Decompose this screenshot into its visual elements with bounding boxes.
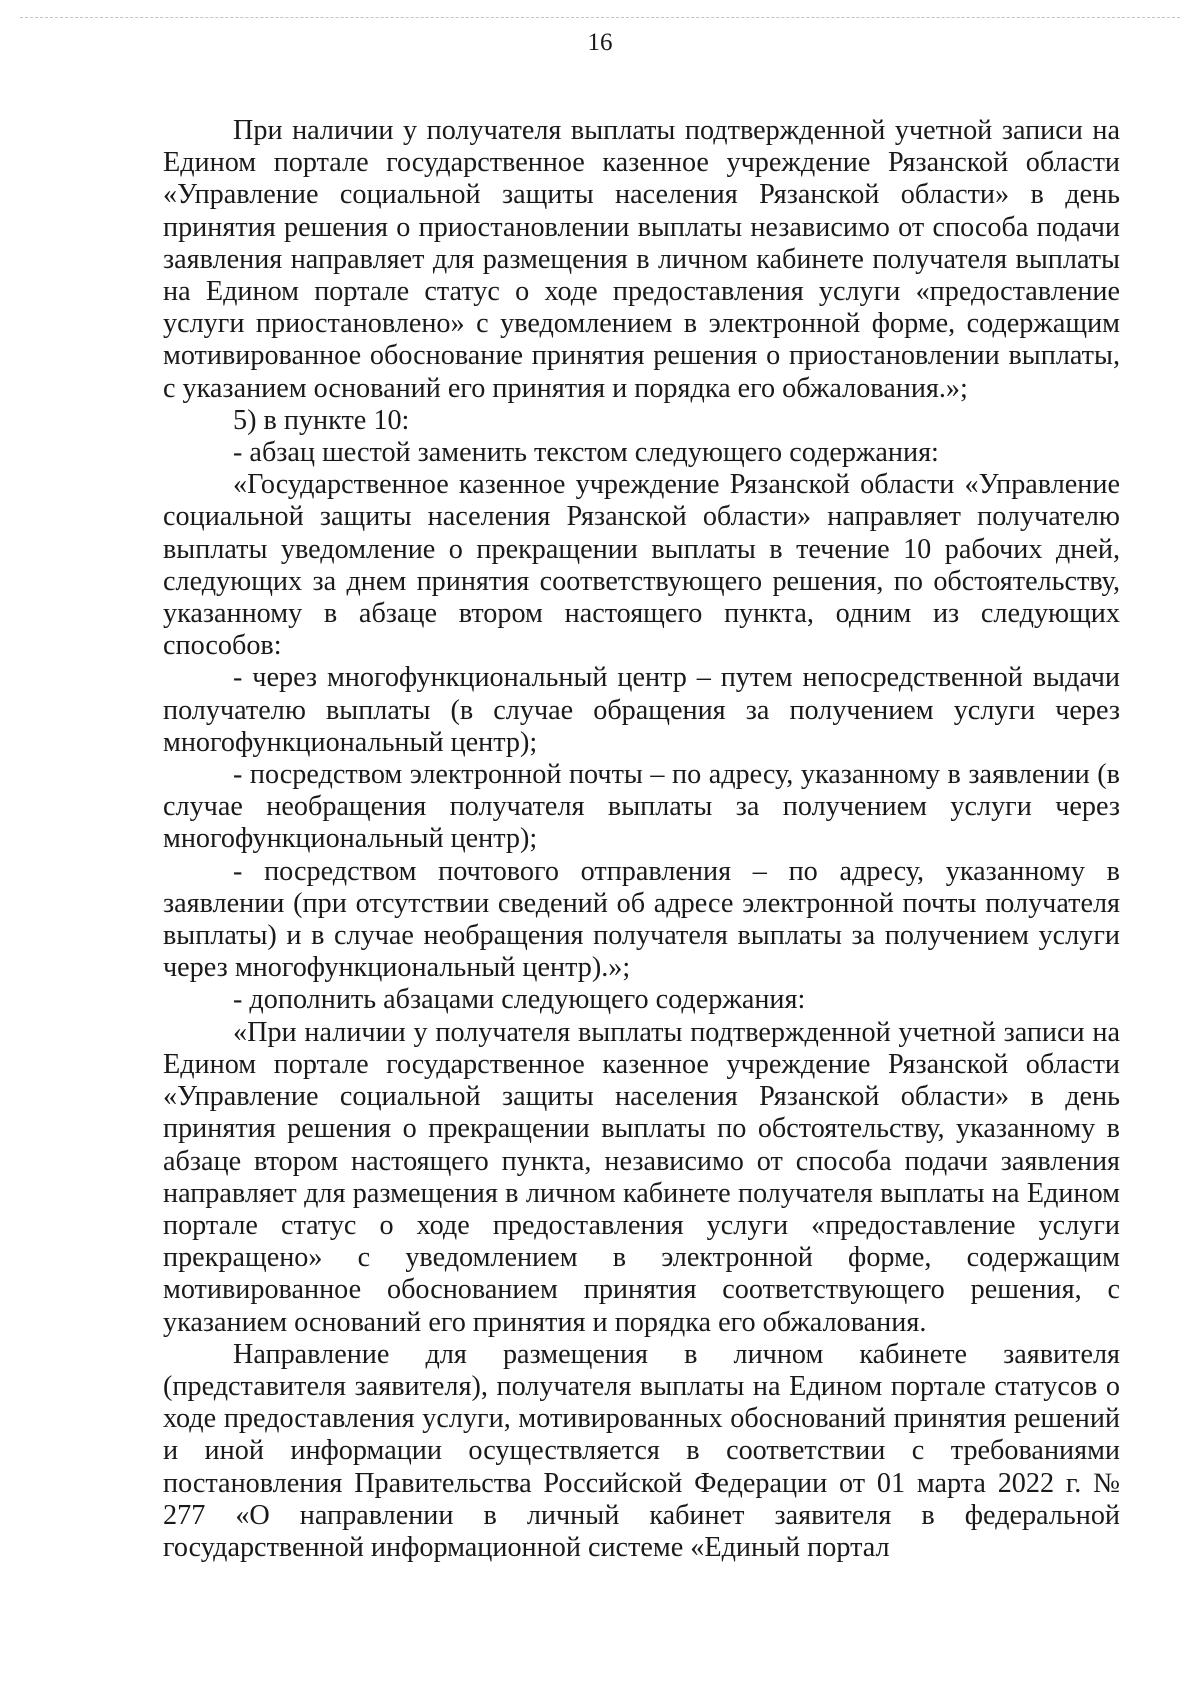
paragraph-replace-sixth: - абзац шестой заменить текстом следующего содержания: — [233, 437, 939, 469]
paragraph-termination-notice: «Государственное казенное учреждение Рязанской области «Управление социальной защиты населения Рязанской области» направляет получателю выплаты уведомление о прекращении выплаты в течение 10 рабочих дней, следующих за днем принятия соответствующего решения, по обстоятельству, указанному в абзаце втором настоящего пункта, одним из следующих способов: — [163, 469, 1120, 662]
paragraph-method-email: - посредством электронной почты – по адресу, указанному в заявлении (в случае необращения получателя выплаты за получением услуги через многофункциональный центр); — [163, 759, 1120, 855]
paragraph-notification-suspension: При наличии у получателя выплаты подтвержденной учетной записи на Едином портале государственное казенное учреждение Рязанской области «Управление социальной защиты населения Рязанской области» в день принятия решения о приостановлении выплаты независимо от способа подачи заявления направляет для размещения в личном кабинете получателя выплаты на Едином портале статус о ходе предоставления услуги «предоставление услуги приостановлено» с уведомлением в электронной форме, содержащим мотивированное обоснование принятия решения о приостановлении выплаты, с указанием оснований его принятия и порядка его обжалования.»; — [163, 115, 1120, 404]
paragraph-portal-requirements: Направление для размещения в личном кабинете заявителя (представителя заявителя), получателя выплаты на Едином портале статусов о ходе предоставления услуги, мотивированных обоснований принятия решений и иной информации осуществляется в соответствии с требованиями постановления Правительства Российской Федерации от 01 марта 2022 г. № 277 «О направлении в личный кабинет заявителя в федеральной государственной информационной системе «Единый портал — [163, 1338, 1120, 1563]
paragraph-item-5: 5) в пункте 10: — [233, 404, 410, 436]
paragraph-method-mfc: - через многофункциональный центр – путем непосредственной выдачи получателю выплаты (в случае обращения за получением услуги через многофункциональный центр); — [163, 662, 1120, 758]
document-body — [163, 115, 1120, 1564]
paragraph-termination-portal: «При наличии у получателя выплаты подтвержденной учетной записи на Едином портале государственное казенное учреждение Рязанской области «Управление социальной защиты населения Рязанской области» в день принятия решения о прекращении выплаты по обстоятельству, указанному в абзаце втором настоящего пункта, независимо от способа подачи заявления направляет для размещения в личном кабинете получателя выплаты на Едином портале статус о ходе предоставления услуги «предоставление услуги прекращено» с уведомлением в электронной форме, содержащим мотивированное обоснованием принятия соответствующего решения, с указанием оснований его принятия и порядка его обжалования. — [163, 1016, 1120, 1338]
paragraph-add-paragraphs: - дополнить абзацами следующего содержания: — [233, 984, 806, 1016]
page-number: 16 — [587, 29, 613, 56]
paragraph-method-post: - посредством почтового отправления – по адресу, указанному в заявлении (при отсутствии сведений об адресе электронной почты получателя выплаты) и в случае необращения получателя выплаты за получением услуги через многофункциональный центр).»; — [163, 855, 1120, 984]
scan-edge-artifact — [20, 17, 1180, 18]
